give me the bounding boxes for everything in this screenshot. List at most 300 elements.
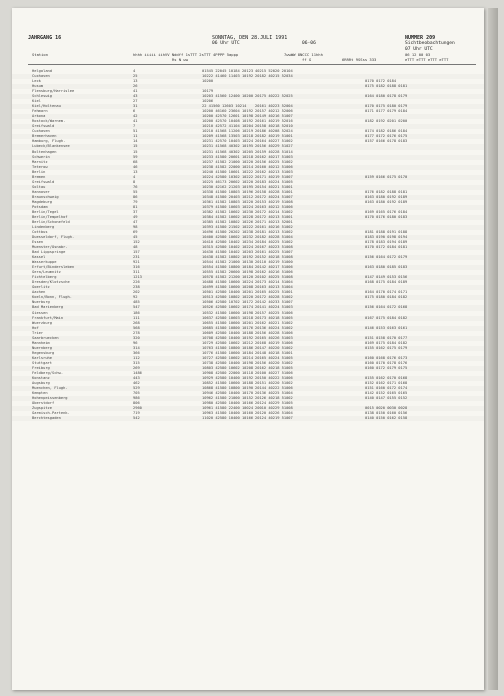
station-height: 320 bbox=[133, 335, 140, 340]
station-height: 226 bbox=[133, 280, 140, 285]
obs-group: 10513 42580 10802 10220 bbox=[202, 295, 254, 300]
hourly-temps: 0170 0172 0184 0181 bbox=[365, 245, 408, 250]
obs-group-2: 20162 40218 51005 bbox=[255, 365, 293, 370]
obs-group-2: 20110 40219 51000 bbox=[255, 260, 293, 265]
station-name: Flensburg/Harrislee bbox=[32, 89, 75, 94]
obs-group: 10637 42580 10603 10218 bbox=[202, 315, 254, 320]
column-header-codes-2: 7wwWW 8NCCC 11hhh bbox=[284, 52, 323, 57]
obs-group-2: 20156 40228 51006 bbox=[255, 330, 293, 335]
hourly-temps: 0182 0192 0201 0200 bbox=[365, 119, 408, 124]
hourly-temps: 0157 0166 0178 0183 bbox=[365, 139, 408, 144]
obs-group: 10554 41580 10800 10184 bbox=[202, 265, 254, 270]
station-name: Bremerhaven bbox=[32, 134, 57, 139]
hourly-temps: 0160 0168 0176 0173 bbox=[365, 355, 408, 360]
station-name: Leck bbox=[32, 79, 41, 84]
station-height: 47 bbox=[133, 219, 138, 224]
obs-group-2: 20160 40212 51006 bbox=[255, 164, 293, 169]
station-name: Wasserkuppe bbox=[32, 260, 57, 265]
obs-group: 10222 41460 11403 10192 bbox=[202, 74, 254, 79]
obs-group: 10206 bbox=[202, 99, 214, 104]
obs-group: 10868 41580 10800 10190 bbox=[202, 385, 254, 390]
station-height: 43 bbox=[133, 94, 138, 99]
station-name: Nuerburg bbox=[32, 300, 50, 305]
hourly-temps: 0171 0177 0179 0184 bbox=[365, 109, 408, 114]
column-subheader-right: eTTT eTTT eTTT eTTT bbox=[405, 57, 449, 62]
station-height: 315 bbox=[133, 360, 140, 365]
station-height: 37 bbox=[133, 209, 138, 214]
station-height: 8 bbox=[133, 179, 136, 184]
station-name: Boltenhagen bbox=[32, 149, 57, 154]
obs-group: 10544 41582 21000 10130 bbox=[202, 260, 254, 265]
station-height: 51 bbox=[133, 129, 138, 134]
station-name: Zugspitze bbox=[32, 406, 52, 411]
obs-group-2: 20158 40218 52010 bbox=[255, 124, 293, 129]
obs-group: 10729 42580 10602 10212 bbox=[202, 340, 254, 345]
obs-group: 10908 42580 22000 10118 bbox=[202, 370, 254, 375]
obs-group-2: 20153 40219 51008 bbox=[255, 199, 293, 204]
station-height: 806 bbox=[133, 401, 140, 406]
obs-group: 10348 41580 20403 10212 bbox=[202, 194, 254, 199]
station-height: 15 bbox=[133, 144, 138, 149]
station-name: Feldberg/Schw. bbox=[32, 370, 64, 375]
obs-group-2: 20154 40221 51001 bbox=[255, 184, 293, 189]
station-height: 98 bbox=[133, 224, 138, 229]
obs-group-2: 20172 40224 51007 bbox=[255, 194, 293, 199]
obs-group: 10708 42580 10400 10192 bbox=[202, 335, 254, 340]
hourly-temps: 0155 0162 0170 0168 bbox=[365, 375, 408, 380]
station-name: Cottbus bbox=[32, 230, 48, 234]
station-height: 314 bbox=[133, 345, 140, 350]
station-table bbox=[12, 69, 484, 421]
hourly-temps: 0170 0172 0184 bbox=[365, 79, 397, 84]
station-height: 59 bbox=[133, 154, 138, 159]
station-height: 112 bbox=[133, 355, 140, 360]
obs-group-2: 20164 40227 51002 bbox=[255, 139, 293, 144]
hourly-temps: 0163 0180 0192 0189 bbox=[365, 194, 408, 199]
station-name: Greifswald bbox=[32, 179, 55, 184]
station-height: 96 bbox=[133, 340, 138, 345]
obs-group: 10379 41580 10603 10224 bbox=[202, 204, 254, 209]
obs-group-2: 20124 40219 51007 bbox=[255, 416, 293, 421]
obs-group: 10382 41582 10602 10230 bbox=[202, 209, 254, 214]
obs-group: 10962 41580 21000 10152 bbox=[202, 396, 254, 401]
obs-group-2: 20141 40224 51003 bbox=[255, 305, 293, 310]
hourly-temps: 0151 0160 0172 0174 bbox=[365, 385, 408, 390]
station-name: Bad Marienberg bbox=[32, 305, 64, 310]
station-height: 705 bbox=[133, 391, 140, 395]
obs-group: 10946 42580 10400 10170 bbox=[202, 391, 254, 395]
hourly-temps: 0175 0182 0188 0181 bbox=[365, 84, 408, 89]
obs-group-2: 20175 40222 52025 bbox=[255, 94, 293, 99]
station-height: 542 bbox=[133, 416, 140, 421]
obs-group: 10384 41582 10602 10228 bbox=[202, 214, 254, 219]
station-name: Marnitz bbox=[32, 159, 48, 164]
obs-group-2: 20163 40212 51006 bbox=[255, 204, 293, 209]
station-height: 68 bbox=[133, 159, 138, 164]
obs-group-2: 20157 40225 51006 bbox=[255, 310, 293, 315]
obs-group-2: 20172 40213 51001 bbox=[255, 214, 293, 219]
station-name: Koeln/Bonn, Flugh. bbox=[32, 295, 72, 300]
obs-group: 10578 41582 21200 10120 bbox=[202, 275, 254, 280]
station-height: 921 bbox=[133, 260, 140, 265]
station-name: Schleswig bbox=[32, 94, 52, 99]
station-height: 202 bbox=[133, 290, 140, 295]
hourly-temps: 0152 0162 0171 0168 bbox=[365, 380, 408, 385]
obs-group: 10237 41582 21000 10220 bbox=[202, 159, 254, 164]
station-height: 27 bbox=[133, 99, 138, 104]
hourly-temps: 0163 0180 0192 0189 bbox=[365, 199, 408, 204]
station-height: 45 bbox=[133, 235, 138, 240]
obs-group: 10532 41580 10600 10198 bbox=[202, 310, 254, 315]
obs-group: 10210 42572 41104 10204 bbox=[202, 124, 254, 129]
obs-group: 11020 42580 10400 10166 bbox=[202, 416, 254, 421]
obs-group-2: 20124 40229 51005 bbox=[255, 401, 293, 406]
obs-group-2: 20010 40229 51008 bbox=[255, 406, 293, 411]
hourly-temps: 0164 0180 0178 0179 bbox=[365, 94, 408, 99]
station-name: Lindenberg bbox=[32, 224, 55, 229]
obs-group: 10963 41580 10400 10160 bbox=[202, 411, 254, 416]
obs-group: 10210 41568 11206 10219 bbox=[202, 129, 254, 134]
obs-group-2: 20162 40217 51003 bbox=[255, 154, 293, 159]
obs-group-2: 20182 40228 51004 bbox=[255, 235, 293, 240]
obs-group: 10238 41582 22000 10214 bbox=[202, 164, 254, 169]
obs-group-2: 20172 40214 51002 bbox=[255, 209, 293, 214]
station-height: 14 bbox=[133, 139, 138, 144]
obs-group-2: 20126 40218 51002 bbox=[255, 396, 293, 401]
obs-group-2: 20182 40219 51001 bbox=[255, 134, 293, 139]
station-name: Saarbruecken bbox=[32, 335, 59, 340]
station-height: 79 bbox=[133, 199, 138, 204]
station-name: Hannover bbox=[32, 189, 50, 194]
obs-group-2: 20156 40229 51027 bbox=[255, 144, 293, 149]
station-name: Cuxhaven bbox=[32, 74, 50, 79]
station-name: Hohenpeissenberg bbox=[32, 396, 68, 401]
station-name: Rostock/Warnem. bbox=[32, 119, 66, 124]
hourly-temps: 0015 0020 0030 0028 bbox=[365, 406, 408, 411]
obs-group-2: 20158 40228 51001 bbox=[255, 189, 293, 194]
hourly-temps: 0140 0150 0162 0158 bbox=[365, 416, 408, 421]
station-height: 268 bbox=[133, 320, 140, 325]
obs-group-2: 20161 40216 51002 bbox=[255, 224, 293, 229]
station-height: 311 bbox=[133, 270, 140, 275]
hourly-temps: 0167 0175 0184 0182 bbox=[365, 315, 408, 320]
obs-group: 10231 41568 40302 10205 bbox=[202, 149, 254, 154]
obs-group-2: 20151 40220 51002 bbox=[255, 380, 293, 385]
station-name: Kiel/Holtenau bbox=[32, 104, 61, 109]
hourly-temps: 0176 0182 0188 0181 bbox=[365, 189, 408, 194]
obs-group-2: 20162 40221 51002 bbox=[255, 320, 293, 325]
obs-group-2: 20163 40213 51004 bbox=[255, 285, 293, 290]
station-height: 986 bbox=[133, 396, 140, 401]
station-name: Berlin/Tempelhof bbox=[32, 214, 68, 219]
station-height: 7 bbox=[133, 124, 136, 129]
station-height: 81 bbox=[133, 204, 138, 209]
obs-group: 10385 41582 10802 10226 bbox=[202, 219, 254, 224]
obs-group-2: 20157 40212 52006 bbox=[255, 109, 293, 114]
station-height: 111 bbox=[133, 315, 140, 320]
station-name: Berlin bbox=[32, 169, 46, 174]
station-height: 1213 bbox=[133, 275, 142, 280]
station-height: 26 bbox=[133, 84, 138, 89]
obs-group: 22 41560 12603 10214 bbox=[202, 104, 247, 109]
obs-group-2: 20150 40222 51006 bbox=[255, 375, 293, 380]
obs-group-2: 20136 40225 51004 bbox=[255, 391, 293, 395]
station-height: 76 bbox=[133, 184, 138, 189]
station-height: 13 bbox=[133, 169, 138, 174]
station-height: 46 bbox=[133, 164, 138, 169]
station-height: 547 bbox=[133, 305, 140, 310]
obs-group: 10203 41560 12400 10200 bbox=[202, 94, 254, 99]
hourly-temps: 0160 0172 0179 0175 bbox=[365, 365, 408, 370]
obs-group-2: 20159 40228 51014 bbox=[255, 149, 293, 154]
obs-group: 10400 42580 10602 10232 bbox=[202, 235, 254, 240]
obs-group: 10961 41580 22400 10024 bbox=[202, 406, 254, 411]
station-height: 6 bbox=[133, 109, 136, 114]
hourly-temps: 0169 0165 0176 0184 bbox=[365, 209, 408, 214]
obs-group: 10230 42162 21203 10195 bbox=[202, 184, 254, 189]
station-name: Augsburg bbox=[32, 380, 50, 385]
station-height: 231 bbox=[133, 255, 140, 260]
station-name: Gera/Leumnitz bbox=[32, 270, 61, 275]
column-subheader-1: Rs N ww bbox=[172, 57, 189, 62]
hourly-temps: 0151 0158 0170 0177 bbox=[365, 335, 408, 340]
hourly-temps: 0170 0176 0180 0183 bbox=[365, 214, 408, 219]
obs-group-2: 20172 40228 51002 bbox=[255, 295, 293, 300]
station-height: 152 bbox=[133, 240, 140, 245]
obs-group: 10410 42580 10402 10234 bbox=[202, 240, 254, 245]
obs-group-2: 20186 40208 52024 bbox=[255, 129, 293, 134]
hourly-temps: 0147 0149 0153 0156 bbox=[365, 275, 408, 280]
station-name: Teterow bbox=[32, 164, 48, 169]
obs-group: 10430 41580 10402 10203 bbox=[202, 250, 254, 255]
obs-group: 10224 42580 10302 10222 bbox=[202, 174, 254, 179]
station-name: Muenchen, Flugh. bbox=[32, 385, 68, 390]
column-header-codes: hhhh iiiii iihVV Nddff 1sTTT 2sTTT 4PPPP 5appp bbox=[133, 52, 239, 57]
obs-group-2: 20181 40213 51002 bbox=[255, 230, 293, 234]
station-height: 4 bbox=[133, 174, 136, 179]
station-name: Aachen bbox=[32, 290, 46, 295]
obs-group: 10225 46173 20602 10220 bbox=[202, 179, 254, 184]
obs-group: 10393 41580 21502 10222 bbox=[202, 224, 254, 229]
obs-group-2: 20161 40223 52004 bbox=[255, 104, 293, 109]
obs-group: 10555 41582 20600 10198 bbox=[202, 270, 254, 275]
obs-group-2: 20173 40218 51005 bbox=[255, 315, 293, 320]
observation-time: 06 Uhr UTC bbox=[212, 41, 240, 46]
page-binding-edge bbox=[488, 8, 498, 690]
header-divider bbox=[28, 64, 476, 65]
obs-group-2: 20149 40216 51007 bbox=[255, 114, 293, 119]
hourly-temps: 0142 0152 0165 0165 bbox=[365, 391, 408, 395]
station-name: Magdeburg bbox=[32, 199, 52, 204]
obs-group-2: 20144 40222 51006 bbox=[255, 385, 293, 390]
obs-group-2: 20120 40226 51004 bbox=[255, 411, 293, 416]
hourly-temps: 0163 0180 0185 0183 bbox=[365, 265, 408, 270]
date-heading: SONNTAG, DEN 28.JULI 1991 bbox=[212, 35, 288, 41]
station-height: 41 bbox=[133, 89, 138, 94]
station-height: 462 bbox=[133, 380, 140, 385]
obs-group: 10501 42580 10400 10201 bbox=[202, 290, 254, 295]
station-height: 86 bbox=[133, 194, 138, 199]
obs-group: 10200 bbox=[202, 79, 214, 84]
station-name: Berlin/Tegel bbox=[32, 209, 59, 214]
obs-group-2: 20162 40213 51003 bbox=[255, 169, 293, 174]
station-name: Stuttgart bbox=[32, 360, 52, 365]
station-name: Goerlitz bbox=[32, 285, 50, 290]
obs-group-2: 40215 52020 20104 bbox=[255, 69, 293, 73]
station-name: Freiburg bbox=[32, 365, 50, 370]
station-height: 31 bbox=[133, 104, 138, 109]
obs-group: 10233 41580 20601 10218 bbox=[202, 154, 254, 159]
station-height: 15 bbox=[133, 149, 138, 154]
obs-group-2: 20147 40220 51002 bbox=[255, 345, 293, 350]
station-height: 568 bbox=[133, 325, 140, 330]
obs-group-2: 20142 40217 51006 bbox=[255, 265, 293, 270]
hourly-temps: 0169 0175 0184 0182 bbox=[365, 340, 408, 345]
station-name: Arkona bbox=[32, 114, 46, 119]
station-name: Greifswald bbox=[32, 124, 55, 129]
station-height: 443 bbox=[133, 375, 140, 380]
obs-group-2: 20173 40214 51004 bbox=[255, 280, 293, 285]
station-height: 366 bbox=[133, 350, 140, 355]
station-name: Soltau bbox=[32, 184, 46, 189]
column-subheader-3: 6RRRt 9SSss 333 bbox=[342, 57, 377, 62]
station-height: 1486 bbox=[133, 370, 142, 375]
obs-group: 01545 22045 10184 20123 bbox=[202, 69, 254, 73]
obs-group: 10685 41580 10800 10176 bbox=[202, 325, 254, 330]
obs-group-2: 20171 40213 52001 bbox=[255, 219, 293, 224]
obs-group-2: 20165 40226 51003 bbox=[255, 335, 293, 340]
station-height: 41 bbox=[133, 119, 138, 124]
station-name: Kempten bbox=[32, 391, 48, 395]
obs-group-2: 20102 40225 51008 bbox=[255, 275, 293, 280]
station-height: 278 bbox=[133, 330, 140, 335]
station-height: 49 bbox=[133, 214, 138, 219]
obs-group: 10179 bbox=[202, 89, 214, 94]
station-height: 25 bbox=[133, 74, 138, 79]
station-height: 186 bbox=[133, 310, 140, 315]
obs-group-2: 20156 40225 51002 bbox=[255, 159, 293, 164]
station-name: Fehmarn bbox=[32, 109, 48, 114]
station-name: Bremen bbox=[32, 174, 46, 179]
station-name: Trier bbox=[32, 330, 44, 335]
station-name: Husum bbox=[32, 84, 44, 89]
obs-group-2: 20162 40216 51006 bbox=[255, 270, 293, 275]
station-height: 719 bbox=[133, 411, 140, 416]
station-name: Duesseldorf, Flugh. bbox=[32, 235, 75, 240]
station-name: Oberstdorf bbox=[32, 401, 55, 406]
obs-group-2: 20182 40215 52034 bbox=[255, 74, 293, 79]
hourly-temps: 0146 0153 0163 0161 bbox=[365, 325, 408, 330]
obs-group-2: 20165 40224 51005 bbox=[255, 355, 293, 360]
hourly-temps: 0156 0164 0172 0179 bbox=[365, 255, 408, 260]
station-name: Berchtesgaden bbox=[32, 416, 61, 421]
station-name: Muenster/Osnabr. bbox=[32, 245, 68, 250]
station-name: Dresden/Klotzsche bbox=[32, 280, 70, 285]
station-name: Lubeck/Blankensee bbox=[32, 144, 70, 149]
obs-group: 10496 41580 20202 10238 bbox=[202, 230, 254, 234]
obs-group-2: 20142 40233 51007 bbox=[255, 300, 293, 305]
obs-group: 10609 42580 10400 10188 bbox=[202, 330, 254, 335]
hourly-temps: 0178 0183 0194 0189 bbox=[365, 240, 408, 245]
obs-group: 10315 42580 10402 10224 bbox=[202, 245, 254, 250]
obs-group: 10803 42580 10602 10208 bbox=[202, 365, 254, 370]
station-height: 316 bbox=[133, 265, 140, 270]
obs-group-2: 20152 40218 51008 bbox=[255, 255, 293, 260]
station-height: 485 bbox=[133, 300, 140, 305]
group-label: Sichtbeobachtungen bbox=[405, 41, 455, 46]
obs-group: 10488 41580 10600 10224 bbox=[202, 280, 254, 285]
column-header-right: 06 12 00 03 bbox=[405, 52, 431, 57]
station-height: 4 bbox=[133, 69, 136, 73]
obs-group: 10499 41580 10600 10208 bbox=[202, 285, 254, 290]
hourly-temps: 0174 0182 0186 0184 bbox=[365, 129, 408, 134]
period-label: 06-06 bbox=[302, 41, 316, 46]
station-name: Giessen bbox=[32, 310, 48, 315]
station-height: 55 bbox=[133, 189, 138, 194]
hourly-temps: 0138 0150 0160 0156 bbox=[365, 411, 408, 416]
station-height: 13 bbox=[133, 79, 138, 84]
printed-page bbox=[12, 8, 484, 690]
hourly-temps: 0160 0170 0178 0176 bbox=[365, 360, 408, 365]
hourly-temps: 0175 0180 0184 0182 bbox=[365, 295, 408, 300]
station-name: Bad Lippspringe bbox=[32, 250, 66, 255]
hourly-temps: 0170 0175 0180 0179 bbox=[365, 104, 408, 109]
obs-group: 10438 41582 10802 10192 bbox=[202, 255, 254, 260]
station-name: Konstanz bbox=[32, 375, 50, 380]
hourly-temps: 0156 0164 0172 0168 bbox=[365, 305, 408, 310]
station-name: Fichtelberg bbox=[32, 275, 57, 280]
hourly-temps: 0183 0190 0198 0194 bbox=[365, 235, 408, 240]
obs-group-2: 20161 40225 51007 bbox=[255, 250, 293, 255]
hourly-temps: 0164 0170 0174 0171 bbox=[365, 290, 408, 295]
station-name: Frankfurt/Main bbox=[32, 315, 64, 320]
station-name: Berlin/Schonefeld bbox=[32, 219, 70, 224]
station-name: Regensburg bbox=[32, 350, 55, 355]
obs-group: 10852 41580 10600 10188 bbox=[202, 380, 254, 385]
station-name: Schwerin bbox=[32, 154, 50, 159]
obs-group-2: 20156 40220 51002 bbox=[255, 360, 293, 365]
station-height: 11 bbox=[133, 134, 138, 139]
station-name: Braunschweig bbox=[32, 194, 59, 199]
station-name: Karlsruhe bbox=[32, 355, 52, 360]
station-height: 529 bbox=[133, 385, 140, 390]
station-name: Erfurt/Bindersleben bbox=[32, 265, 75, 270]
obs-group: 10231 42570 10403 10224 bbox=[202, 139, 254, 144]
obs-group: 10763 41580 10800 10186 bbox=[202, 345, 254, 350]
station-name: Potsdam bbox=[32, 204, 48, 209]
group-sublabel: 07 Uhr UTC bbox=[405, 47, 433, 52]
column-subheader-2: ff G bbox=[302, 57, 312, 62]
station-name: Hof bbox=[32, 325, 39, 330]
obs-group: 10727 42580 10602 10214 bbox=[202, 355, 254, 360]
station-height: 48 bbox=[133, 245, 138, 250]
table-row bbox=[12, 416, 484, 421]
station-name: Mannheim bbox=[32, 340, 50, 345]
station-height: 42 bbox=[133, 114, 138, 119]
obs-group-2: 20168 40219 51006 bbox=[255, 340, 293, 345]
obs-group-2: 20167 40223 51008 bbox=[255, 245, 293, 250]
station-name: Hamburg, Flugh. bbox=[32, 139, 66, 144]
obs-group: 10361 41582 10803 10220 bbox=[202, 199, 254, 204]
station-name: Kassel bbox=[32, 255, 46, 260]
obs-group-2: 20165 40225 51001 bbox=[255, 290, 293, 295]
issue-number: NUMMER 209 bbox=[405, 35, 436, 41]
station-name: Garmisch-Partenk. bbox=[32, 411, 70, 416]
station-name: Wuerzburg bbox=[32, 320, 52, 325]
obs-group: 10738 42580 10400 10198 bbox=[202, 360, 254, 365]
obs-group-2: 20148 40218 51001 bbox=[255, 350, 293, 355]
hourly-temps: 0177 0172 0176 0175 bbox=[365, 134, 408, 139]
